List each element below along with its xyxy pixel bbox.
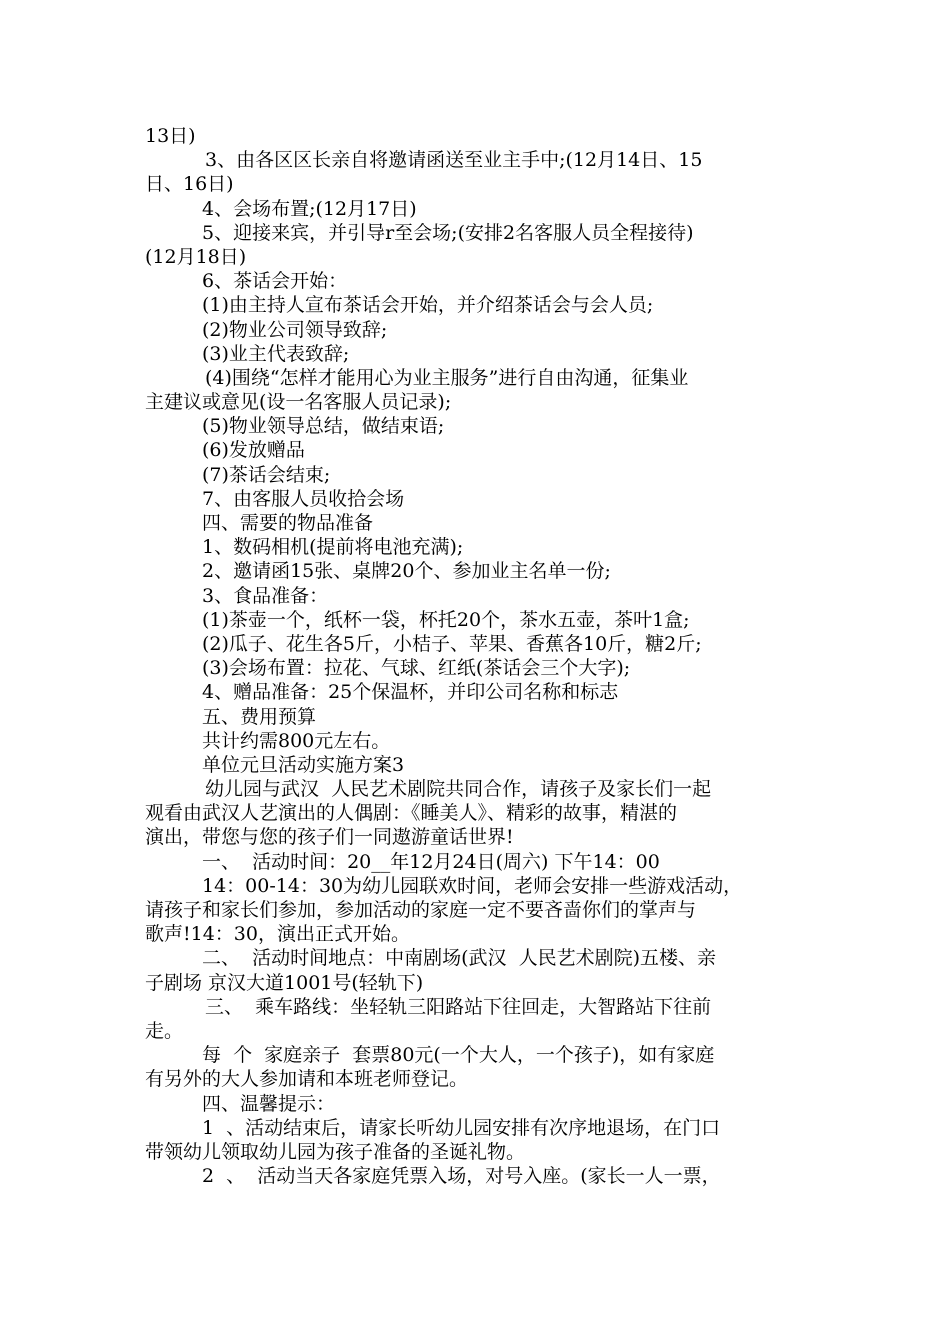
document-line: 4、赠品准备：25个保温杯，并印公司名称和标志 [202,681,619,704]
document-line: 共计约需800元左右。 [202,729,391,752]
document-line: 3、由各区区长亲自将邀请函送至业主手中;(12月14日、15 [205,149,703,172]
document-line: (2)瓜子、花生各5斤，小桔子、苹果、香蕉各10斤，糖2斤; [202,632,702,655]
document-line: (12月18日) [145,245,247,268]
document-line: 幼儿园与武汉 人民艺术剧院共同合作，请孩子及家长们一起 [205,778,712,801]
document-line: 2 、 活动当天各家庭凭票入场，对号入座。(家长一人一票， [202,1165,721,1188]
document-line: (6)发放赠品 [202,439,305,462]
document-line: 5、迎接来宾，并引导r至会场;(安排2名客服人员全程接待) [202,221,694,244]
document-line: (4)围绕“怎样才能用心为业主服务”进行自由沟通，征集业 [205,366,689,389]
document-line: 观看由武汉人艺演出的人偶剧：《睡美人》、精彩的故事，精湛的 [145,802,678,825]
document-line: 1、数码相机(提前将电池充满); [202,536,464,559]
document-line: 3、食品准备： [202,584,329,607]
document-line: 五、费用预算 [202,705,317,728]
document-line: (1)茶壶一个，纸杯一袋，杯托20个，茶水五壶，茶叶1盒; [202,608,690,631]
document-line: (5)物业领导总结，做结束语; [202,415,445,438]
document-line: 14：00-14：30为幼儿园联欢时间，老师会安排一些游戏活动， [202,874,743,897]
document-line: 2、邀请函15张、桌牌20个、参加业主名单一份; [202,560,611,583]
document-line: 13日) [145,125,196,147]
document-line: 主建议或意见(设一名客服人员记录); [145,391,452,414]
document-body [145,124,815,1188]
document-line: 4、会场布置;(12月17日) [202,197,417,220]
document-line: 走。 [145,1019,184,1042]
document-line: 四、温馨提示： [202,1092,336,1115]
document-line: (7)茶话会结束; [202,463,331,486]
document-line: 带领幼儿领取幼儿园为孩子准备的圣诞礼物。 [145,1140,526,1163]
document-line: 三、 乘车路线：坐轻轨三阳路站下往回走，大智路站下往前 [205,995,712,1018]
document-line: 1 、活动结束后，请家长听幼儿园安排有次序地退场，在门口 [202,1116,721,1139]
document-line: 有另外的大人参加请和本班老师登记。 [145,1068,469,1091]
document-line: 7、由客服人员收拾会场 [202,487,405,510]
document-line: 演出，带您与您的孩子们一同遨游童话世界! [145,826,514,849]
document-line: (3)业主代表致辞; [202,342,350,365]
document-line: 子剧场 京汉大道1001号(轻轨下) [145,971,424,994]
document-line: 一、 活动时间：20__年12月24日(周六) 下午14：00 [202,850,660,873]
document-line: 日、16日) [145,173,234,196]
document-line: (3)会场布置：拉花、气球、红纸(茶话会三个大字); [202,657,631,680]
document-line: 四、需要的物品准备 [202,512,374,534]
document-line: 6、茶话会开始： [202,270,348,293]
document-line: 二、 活动时间地点：中南剧场(武汉 人民艺术剧院)五楼、亲 [202,947,716,970]
document-line: 歌声!14：30，演出正式开始。 [145,923,410,946]
document-line: 请孩子和家长们参加，参加活动的家庭一定不要吝啬你们的掌声与 [145,899,697,921]
document-line: (1)由主持人宣布茶话会开始，并介绍茶话会与会人员; [202,294,654,317]
document-line: (2)物业公司领导致辞; [202,318,388,341]
document-line: 单位元旦活动实施方案3 [202,753,405,776]
document-line: 每 个 家庭亲子 套票80元(一个大人，一个孩子)，如有家庭 [202,1044,715,1067]
